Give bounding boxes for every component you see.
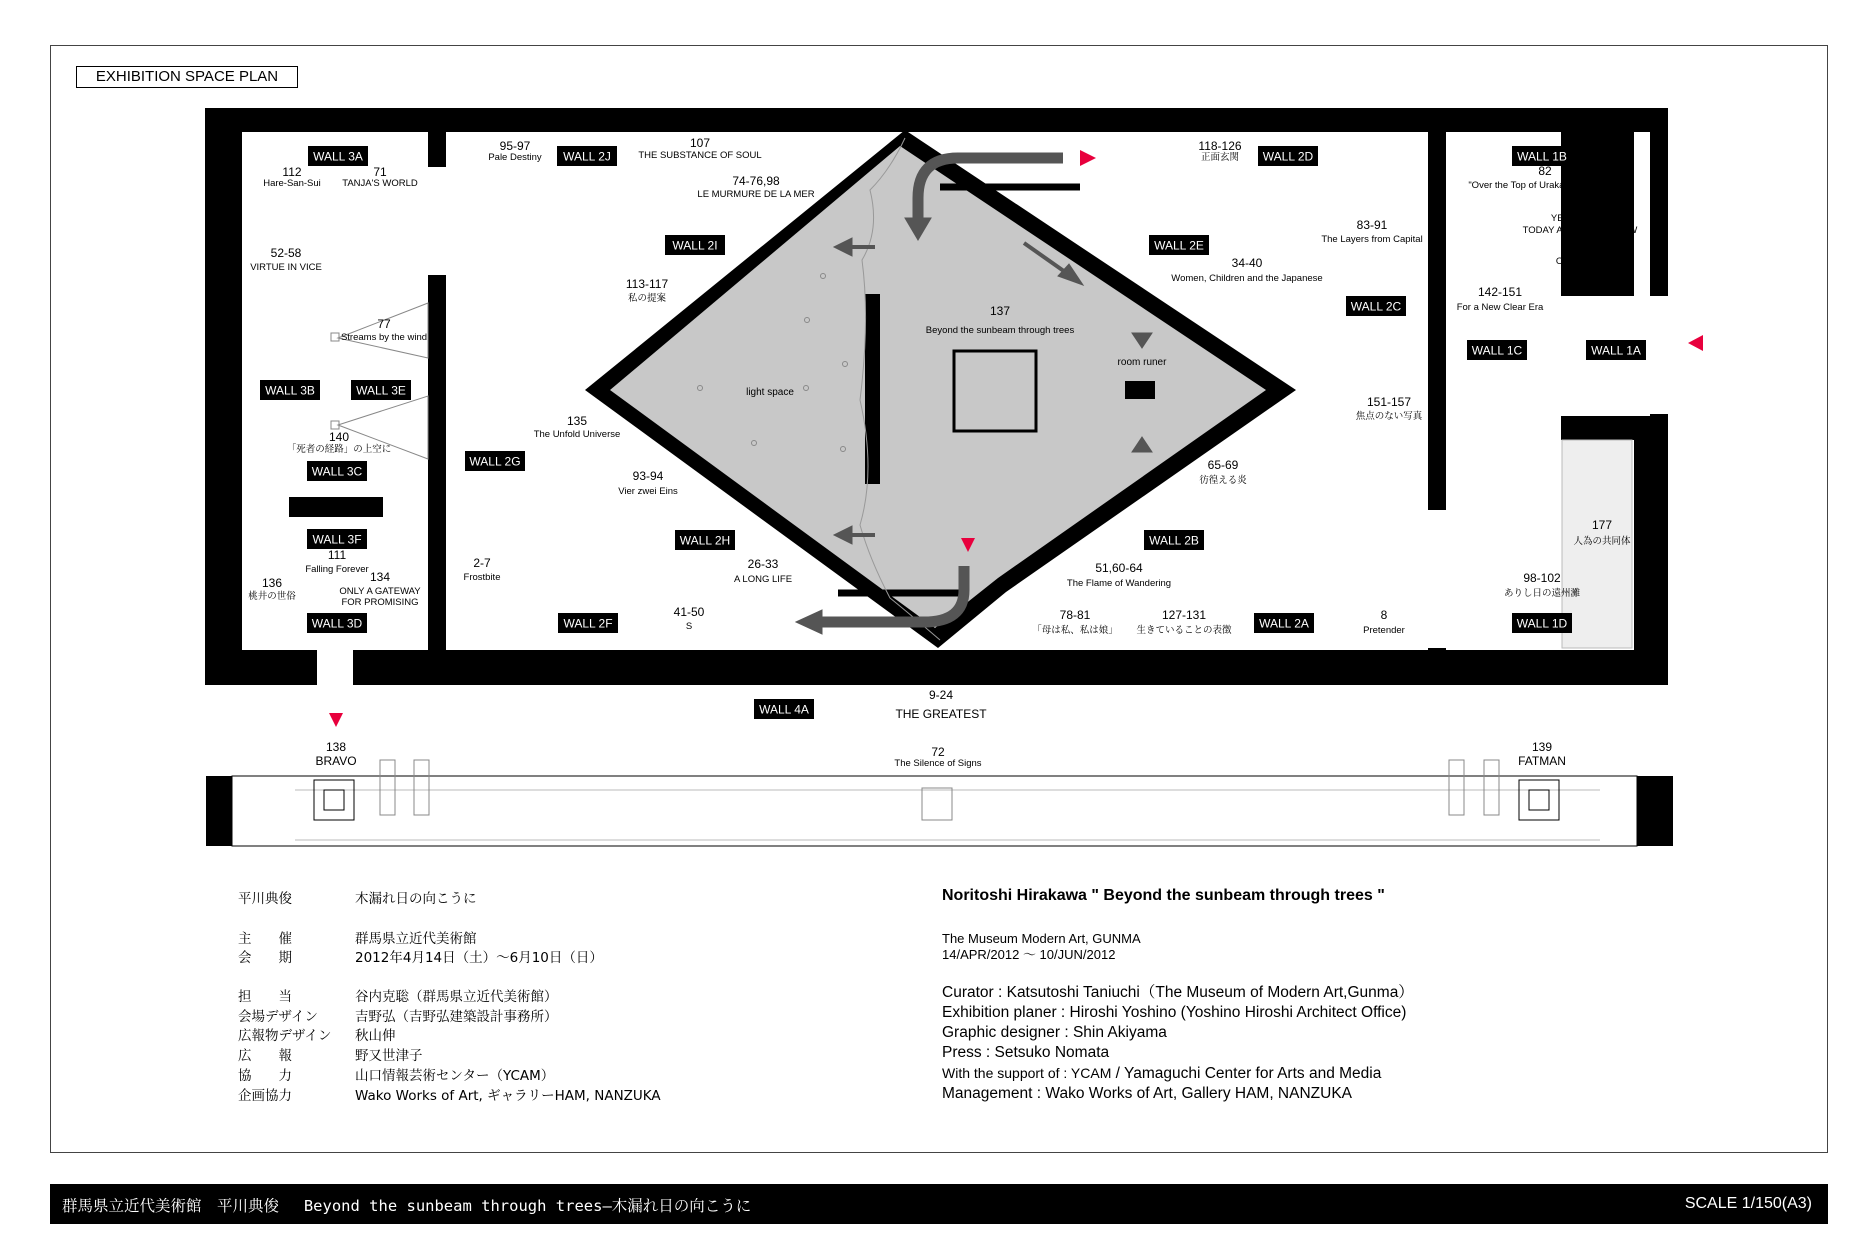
wall-label-2a	[1254, 613, 1314, 633]
footer-scale: SCALE 1/150(A3)	[1684, 1195, 1812, 1212]
work-label-77	[341, 317, 427, 343]
work-number: 111	[327, 548, 347, 562]
svg-text:WALL 3A: WALL 3A	[313, 149, 363, 164]
svg-text:WALL 2I: WALL 2I	[672, 238, 718, 253]
work-title: A LONG LIFE	[733, 574, 793, 585]
work-number: 95-97	[499, 139, 531, 153]
work-number: 140	[328, 430, 350, 444]
work-label-78-81	[1032, 608, 1118, 636]
wall-label-1c	[1467, 340, 1527, 360]
wall-label-2h	[675, 530, 735, 550]
work-title: The Flame of Wandering	[1066, 578, 1172, 589]
work-title: Women, Children and the Japanese	[1171, 273, 1323, 284]
work-title: 焦点のない写真	[1355, 411, 1423, 422]
svg-text:WALL 2B: WALL 2B	[1149, 533, 1199, 548]
work-label-134	[339, 570, 421, 608]
work-number: 137	[989, 304, 1011, 318]
en-support-rest: / Yamaguchi Center for Arts and Media	[1111, 1065, 1382, 1082]
work-number: 142-151	[1477, 285, 1523, 299]
svg-text:WALL 2G: WALL 2G	[469, 454, 521, 469]
work-label-8	[1363, 608, 1405, 636]
en-support	[942, 1063, 1414, 1084]
en-venue: The Museum Modern Art, GUNMA	[942, 931, 1141, 946]
wall-label-1a	[1586, 340, 1646, 360]
work-title: 桃井の世俗	[248, 591, 296, 602]
en-designer: Graphic designer : Shin Akiyama	[942, 1024, 1167, 1041]
wall-label-2i	[665, 235, 725, 255]
work-number: 82	[1538, 164, 1552, 178]
bench	[289, 497, 383, 517]
work-number: 1	[1590, 239, 1598, 253]
work-number: 77	[377, 317, 391, 331]
work-title: Frostbite	[463, 572, 501, 583]
wall-label-3a	[308, 146, 368, 166]
work-number: 112	[282, 165, 302, 179]
work-title: Streams by the wind	[340, 332, 428, 343]
wall-label-2f	[558, 613, 618, 633]
wall-label-2e	[1149, 235, 1209, 255]
jp-credit-row	[238, 930, 661, 950]
plan-title: EXHIBITION SPACE PLAN	[76, 66, 298, 88]
work-label-72	[894, 745, 981, 769]
work-title: ありし日の遠州灘	[1503, 588, 1581, 599]
en-press: Press : Setsuko Nomata	[942, 1044, 1110, 1061]
work-number: 134	[369, 570, 391, 584]
en-management: Management : Wako Works of Art, Gallery HAM, NANZUKA	[942, 1085, 1353, 1102]
work-number: 65-69	[1207, 458, 1239, 472]
work-label-136	[248, 576, 296, 602]
work-label-93-94	[618, 469, 678, 497]
work-title: 生きていることの表徴	[1136, 625, 1232, 636]
wall-label-3f	[307, 529, 367, 549]
work-label-65-69	[1199, 458, 1247, 486]
svg-text:WALL 2J: WALL 2J	[563, 149, 611, 164]
work-number: 9-24	[928, 688, 954, 702]
svg-text:WALL 1B: WALL 1B	[1517, 149, 1567, 164]
jp-work-title: 木漏れ日の向こうに	[355, 891, 477, 907]
work-title: THE GREATEST	[895, 707, 987, 721]
en-support-prefix: With the support of : YCAM	[942, 1065, 1112, 1081]
jp-credit-key: 協 力	[238, 1067, 292, 1084]
work-title: 「死者の経路」の上空に	[286, 444, 392, 455]
work-label-74-76,98	[697, 174, 814, 200]
work-title: Hare-San-Sui	[263, 178, 321, 189]
work-title-line2: FOR PROMISING	[341, 597, 419, 608]
work-number: 41-50	[673, 605, 705, 619]
work-label-83-91	[1321, 218, 1422, 245]
en-headline: Noritoshi Hirakawa " Beyond the sunbeam through trees "	[942, 887, 1385, 904]
work-label-118-126	[1198, 139, 1241, 163]
work-title: BRAVO	[315, 754, 357, 768]
work-label-95-97	[488, 139, 542, 163]
work-label-9-24	[895, 688, 987, 721]
en-planner: Exhibition planer : Hiroshi Yoshino (Yoshino Hiroshi Architect Office)	[942, 1004, 1407, 1021]
work-label-139	[1518, 740, 1566, 768]
work-title: Beyond the sunbeam through trees	[925, 325, 1075, 336]
jp-credit-value: 群馬県立近代美術館	[355, 930, 477, 947]
svg-text:WALL 4A: WALL 4A	[759, 702, 809, 717]
work-number: 26-33	[747, 557, 779, 571]
jp-credit-value: Wako Works of Art, ギャラリーHAM, NANZUKA	[355, 1087, 661, 1104]
work-number: 98-102	[1523, 571, 1561, 585]
wall-label-1d	[1512, 613, 1572, 633]
work-title: Pale Destiny	[488, 152, 542, 163]
svg-text:WALL 1A: WALL 1A	[1591, 343, 1641, 358]
work-label-107	[638, 136, 761, 161]
work-number: 8	[1380, 608, 1388, 622]
work-number: 151-157	[1366, 395, 1412, 409]
work-label-71	[342, 165, 418, 189]
light-space-note: light space	[746, 387, 794, 398]
jp-credit-value: 秋山伸	[355, 1028, 396, 1045]
work-number: 25	[1573, 197, 1587, 211]
work-number: 51,60-64	[1095, 561, 1143, 575]
jp-credit-key: 広 報	[238, 1048, 292, 1065]
svg-text:WALL 1C: WALL 1C	[1471, 343, 1523, 358]
wall-label-3b	[260, 380, 320, 400]
work-number: 107	[689, 136, 711, 150]
jp-credit-key: 企画協力	[238, 1087, 292, 1104]
work-title: The Unfold Universe	[533, 429, 621, 440]
work-title: YESTERDAY,	[1550, 213, 1610, 224]
svg-text:WALL 2C: WALL 2C	[1350, 299, 1402, 314]
work-label-51,60-64	[1067, 561, 1171, 589]
work-number: 113-117	[625, 277, 669, 291]
footer-title: 群馬県立近代美術館 平川典俊 Beyond the sunbeam through trees―木漏れ日の向こうに	[62, 1197, 752, 1215]
work-number: 135	[566, 414, 588, 428]
center-room	[585, 130, 1296, 648]
wall-label-3e	[351, 380, 411, 400]
work-title: Pretender	[1363, 625, 1405, 636]
svg-text:WALL 2H: WALL 2H	[679, 533, 731, 548]
svg-text:WALL 3C: WALL 3C	[311, 464, 363, 479]
work-title: S	[685, 621, 693, 632]
wall-label-3d	[307, 613, 367, 633]
work-title: 人為の共同体	[1573, 536, 1631, 547]
jp-credit-key: 会 期	[238, 950, 292, 967]
work-title: Vier zwei Eins	[618, 486, 678, 497]
work-label-151-157	[1356, 395, 1423, 422]
work-number: 93-94	[632, 469, 664, 483]
work-label-127-131	[1136, 608, 1232, 636]
jp-credit-value: 谷内克聡（群馬県立近代美術館）	[355, 989, 558, 1006]
work-title: LE MURMURE DE LA MER	[697, 189, 815, 200]
work-label-34-40	[1171, 256, 1322, 284]
wall-label-2b	[1144, 530, 1204, 550]
work-title: OUT OF BREATH	[1555, 256, 1633, 267]
work-label-2-7	[464, 556, 501, 583]
jp-credit-row	[238, 1047, 661, 1067]
jp-credit-key: 主 催	[238, 930, 292, 947]
work-number: 2-7	[473, 556, 491, 570]
wall-label-2c	[1346, 296, 1406, 316]
svg-text:WALL 2D: WALL 2D	[1262, 149, 1314, 164]
work-label-52-58	[250, 246, 322, 273]
jp-credit-value: 2012年4月14日（土）～6月10日（日）	[355, 950, 603, 967]
jp-artist: 平川典俊	[238, 891, 292, 907]
wall-label-2j	[557, 146, 617, 166]
jp-credit-row	[238, 1027, 661, 1047]
jp-credit-row	[238, 949, 661, 969]
svg-text:WALL 2E: WALL 2E	[1154, 238, 1204, 253]
work-title: The Silence of Signs	[894, 758, 982, 769]
svg-text:WALL 3F: WALL 3F	[312, 532, 362, 547]
work-title: VIRTUE IN VICE	[250, 262, 322, 273]
jp-credit-value: 吉野弘（吉野弘建築設計事務所）	[355, 1008, 558, 1025]
wall-label-2g	[465, 451, 525, 471]
jp-credit-row	[238, 988, 661, 1008]
work-label-135	[534, 414, 621, 440]
jp-title-row	[238, 890, 661, 910]
work-title: TANJA'S WORLD	[342, 178, 418, 189]
svg-text:WALL 3B: WALL 3B	[265, 383, 315, 398]
work-number: 34-40	[1231, 256, 1263, 270]
work-number: 71	[373, 165, 387, 179]
work-title: "Over the Top of Urakami Cathedral"	[1468, 180, 1622, 191]
en-curator: Curator : Katsutoshi Taniuchi（The Museum of Modern Art,Gunma）	[942, 984, 1414, 1001]
work-label-113-117	[626, 277, 669, 304]
wall-label-1b	[1512, 146, 1572, 166]
work-label-112	[263, 165, 321, 189]
work-label-142-151	[1457, 285, 1544, 313]
work-number: 78-81	[1059, 608, 1091, 622]
svg-text:WALL 2A: WALL 2A	[1259, 616, 1309, 631]
work-label-138	[315, 740, 356, 768]
jp-credit-value: 野又世津子	[355, 1048, 423, 1065]
work-title: 正面玄関	[1200, 152, 1240, 163]
svg-text:WALL 1D: WALL 1D	[1516, 616, 1568, 631]
credits-english	[942, 887, 1414, 1104]
work-number: 118-126	[1198, 139, 1242, 153]
work-number: 74-76,98	[732, 174, 780, 188]
wall-label-3c	[307, 461, 367, 481]
work-number: 138	[325, 740, 347, 754]
wall-label-2d	[1258, 146, 1318, 166]
room-runner-note: room runer	[1117, 357, 1167, 368]
work-title: ONLY A GATEWAY	[339, 586, 421, 597]
work-title: 彷徨える炎	[1199, 475, 1247, 486]
en-dates: 14/APR/2012 ～ 10/JUN/2012	[942, 947, 1116, 962]
jp-credit-value: 山口情報芸術センター（YCAM）	[355, 1067, 555, 1084]
work-title: THE SUBSTANCE OF SOUL	[638, 150, 762, 161]
work-title: 「母は私、私は娘」	[1032, 625, 1118, 636]
jp-credit-row	[238, 1067, 661, 1087]
jp-credit-row	[238, 1008, 661, 1028]
svg-text:WALL 3D: WALL 3D	[311, 616, 363, 631]
work-title: The Layers from Capital	[1321, 234, 1423, 245]
credits-japanese	[238, 890, 661, 1106]
work-label-140	[287, 430, 392, 455]
work-number: 72	[931, 745, 945, 759]
jp-credit-key: 会場デザイン	[238, 1008, 319, 1025]
work-label-41-50	[674, 605, 705, 632]
wall-label-4a	[754, 699, 814, 719]
jp-credit-key: 担 当	[238, 989, 292, 1006]
work-number: 52-58	[270, 246, 302, 260]
work-title: FATMAN	[1518, 754, 1566, 768]
work-number: 136	[261, 576, 283, 590]
work-number: 139	[1531, 740, 1553, 754]
work-label-111	[305, 548, 368, 575]
work-title: Falling Forever	[305, 564, 369, 575]
corridor	[206, 760, 1673, 846]
work-title: 私の提案	[627, 293, 667, 304]
jp-credit-row	[238, 1087, 661, 1107]
jp-credit-key: 広報物デザイン	[238, 1028, 332, 1045]
svg-text:WALL 2F: WALL 2F	[563, 616, 613, 631]
work-label-26-33	[734, 557, 792, 585]
work-title: For a New Clear Era	[1456, 302, 1544, 313]
work-title-line2: TODAY AND TOMORROW	[1522, 225, 1638, 236]
svg-text:WALL 3E: WALL 3E	[356, 383, 406, 398]
work-number: 127-131	[1161, 608, 1207, 622]
work-number: 177	[1591, 518, 1613, 532]
work-number: 83-91	[1356, 218, 1388, 232]
footer-bar	[50, 1184, 1828, 1224]
